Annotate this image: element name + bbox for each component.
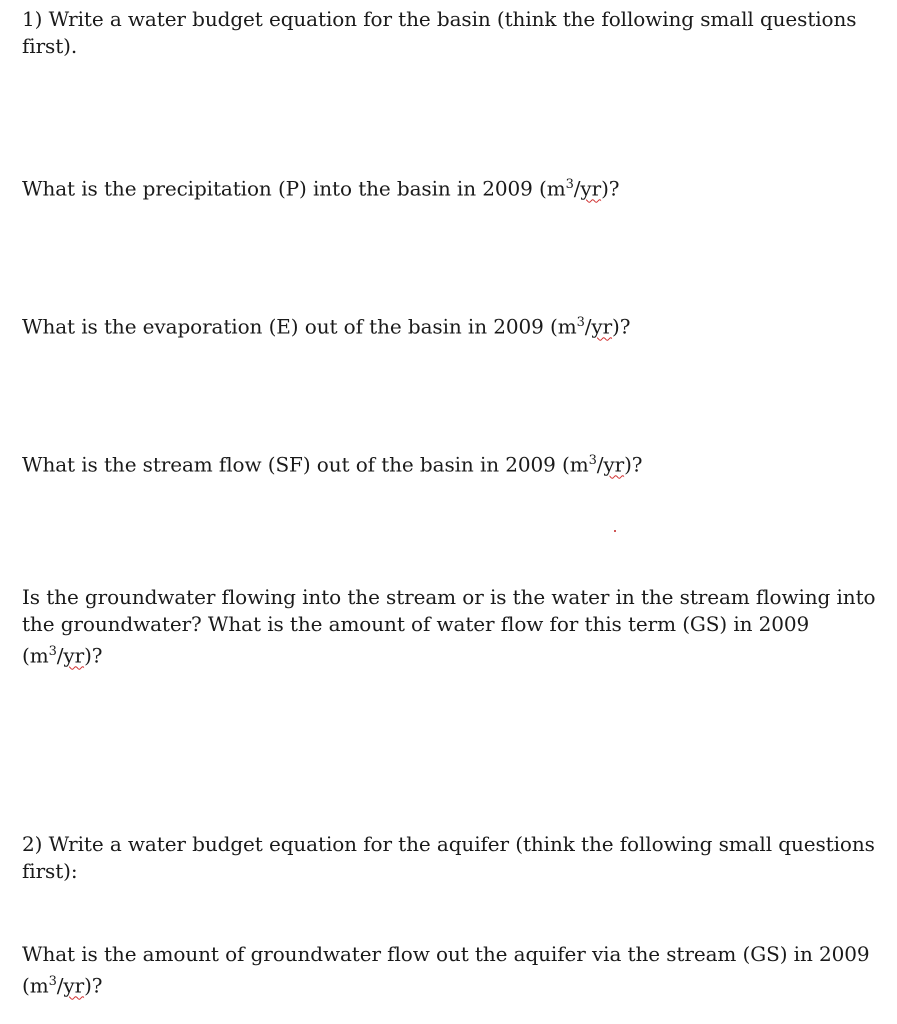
unit-slash: / <box>573 176 581 201</box>
question-1-heading: 1) Write a water budget equation for the basin (think the following small questions first). <box>22 7 857 58</box>
question-stream-flow <box>22 447 882 479</box>
unit-yr: yr <box>63 973 85 998</box>
unit-slash: / <box>56 973 64 998</box>
unit-yr: yr <box>63 643 85 668</box>
unit-exponent: 3 <box>576 315 585 330</box>
unit-yr: yr <box>591 314 613 339</box>
unit-exponent: 3 <box>48 974 57 989</box>
question-text: What is the stream flow (SF) out of the basin in 2009 (m <box>22 452 589 477</box>
question-precipitation <box>22 171 882 203</box>
unit-yr: yr <box>580 176 602 201</box>
unit-slash: / <box>596 452 604 477</box>
stray-mark <box>614 530 616 532</box>
question-text: Is the groundwater flowing into the stream or is the water in the stream flowing into the groundwater? What is the amount of water flow for this term (GS) in 2009 (m <box>22 585 876 668</box>
question-2-heading: 2) Write a water budget equation for the aquifer (think the following small questions first): <box>22 832 875 883</box>
unit-exponent: 3 <box>588 453 597 468</box>
question-end: )? <box>601 176 620 201</box>
question-end: )? <box>84 973 103 998</box>
question-text: What is the amount of groundwater flow out the aquifer via the stream (GS) in 2009 (m <box>22 942 870 998</box>
question-text: What is the precipitation (P) into the basin in 2009 (m <box>22 176 566 201</box>
question-groundwater <box>22 584 882 670</box>
unit-slash: / <box>584 314 592 339</box>
question-end: )? <box>84 643 103 668</box>
unit-exponent: 3 <box>48 644 57 659</box>
unit-yr: yr <box>603 452 625 477</box>
unit-exponent: 3 <box>565 177 574 192</box>
question-text: What is the evaporation (E) out of the basin in 2009 (m <box>22 314 577 339</box>
question-evaporation <box>22 309 882 341</box>
unit-slash: / <box>56 643 64 668</box>
question-groundwater-out <box>22 941 882 1000</box>
question-end: )? <box>624 452 643 477</box>
question-end: )? <box>612 314 631 339</box>
